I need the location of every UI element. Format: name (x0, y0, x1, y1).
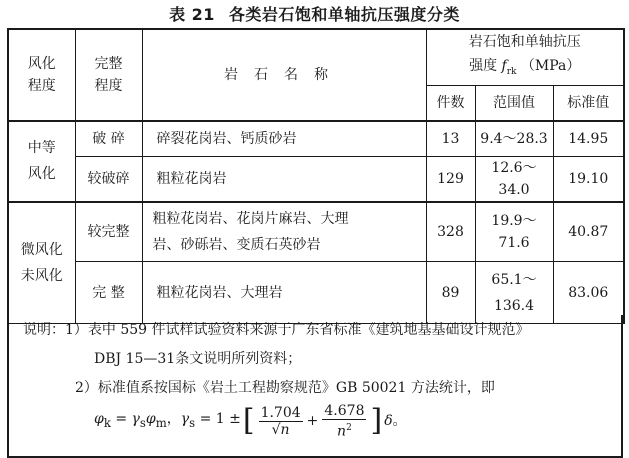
fraction-2-denominator: $n^2$ (337, 423, 352, 440)
cell-range: 12.6～34.0 (475, 156, 553, 202)
cell-count: 13 (426, 121, 475, 156)
header-strength-group: 岩石饱和单轴抗压 强度 $f_{rk}$ （MPa） (426, 29, 624, 85)
cell-count: 328 (426, 202, 475, 262)
cell-range: 9.4～28.3 (475, 121, 553, 156)
header-weathering: 风化 程度 (8, 29, 75, 121)
cell-lithology: 粗粒花岗岩 (142, 156, 426, 202)
fraction-1-numerator: 1.704 (260, 404, 301, 421)
header-range: 范围值 (475, 85, 553, 121)
cell-count: 129 (426, 156, 475, 202)
cell-standard: 19.10 (553, 156, 624, 202)
cell-lithology: 粗粒花岗岩、花岗片麻岩、大理 岩、砂砾岩、变质石英砂岩 (142, 202, 426, 262)
cell-integrity: 完 整 (75, 262, 142, 324)
header-lithology: 岩石名称 (142, 29, 426, 121)
note-line-1: 说明：1）表中 559 件试样试验资料来源于广东省标准《建筑地基基础设计规范》 (23, 322, 530, 338)
cell-lithology: 粗粒花岗岩、大理岩 (142, 262, 426, 324)
cell-integrity: 较完整 (75, 202, 142, 262)
formula-plus: + (306, 413, 319, 430)
table-row (8, 121, 624, 156)
cell-lithology: 碎裂花岗岩、钙质砂岩 (142, 121, 426, 156)
table-number: 表 21 (169, 5, 215, 24)
strength-table (7, 28, 625, 324)
formula-lhs: $\varphi_k = \gamma_s\varphi_m$，$\gamma_s = 1$ ± (94, 411, 241, 431)
table-title-text: 各类岩石饱和单轴抗压强度分类 (228, 5, 460, 24)
fraction-2-numerator: 4.678 (324, 403, 365, 419)
statistics-formula (94, 403, 407, 440)
header-integrity: 完整 程度 (75, 29, 142, 121)
header-strength-unit: 强度 $f_{rk}$ （MPa） (469, 58, 581, 78)
fraction-1 (259, 405, 303, 438)
fraction-2 (322, 403, 366, 440)
table-notes (7, 315, 623, 458)
cell-integrity: 较破碎 (75, 156, 142, 202)
cell-count: 89 (426, 262, 475, 324)
formula-tail: δ。 (384, 413, 407, 430)
note-line-3: 2）标准值系按国标《岩土工程勘察规范》GB 50021 方法统计，即 (75, 380, 495, 396)
table-row (8, 202, 624, 262)
cell-standard: 14.95 (553, 121, 624, 156)
cell-standard: 40.87 (553, 202, 624, 262)
cell-standard: 83.06 (553, 262, 624, 324)
header-standard: 标准值 (553, 85, 624, 121)
left-bracket: [ (242, 403, 255, 439)
cell-range: 19.9～71.6 (475, 202, 553, 262)
cell-integrity: 破 碎 (75, 121, 142, 156)
cell-weathering: 中等 风化 (8, 121, 75, 202)
cell-range: 65.1～ 136.4 (475, 262, 553, 324)
note-line-2: DBJ 15—31条文说明所列资料； (94, 351, 302, 367)
cell-weathering: 微风化 未风化 (8, 202, 75, 324)
fraction-1-denominator: √n (271, 421, 290, 438)
right-bracket: ] (370, 403, 383, 439)
header-count: 件数 (426, 85, 475, 121)
table-title (0, 2, 629, 25)
table-row (8, 156, 624, 202)
